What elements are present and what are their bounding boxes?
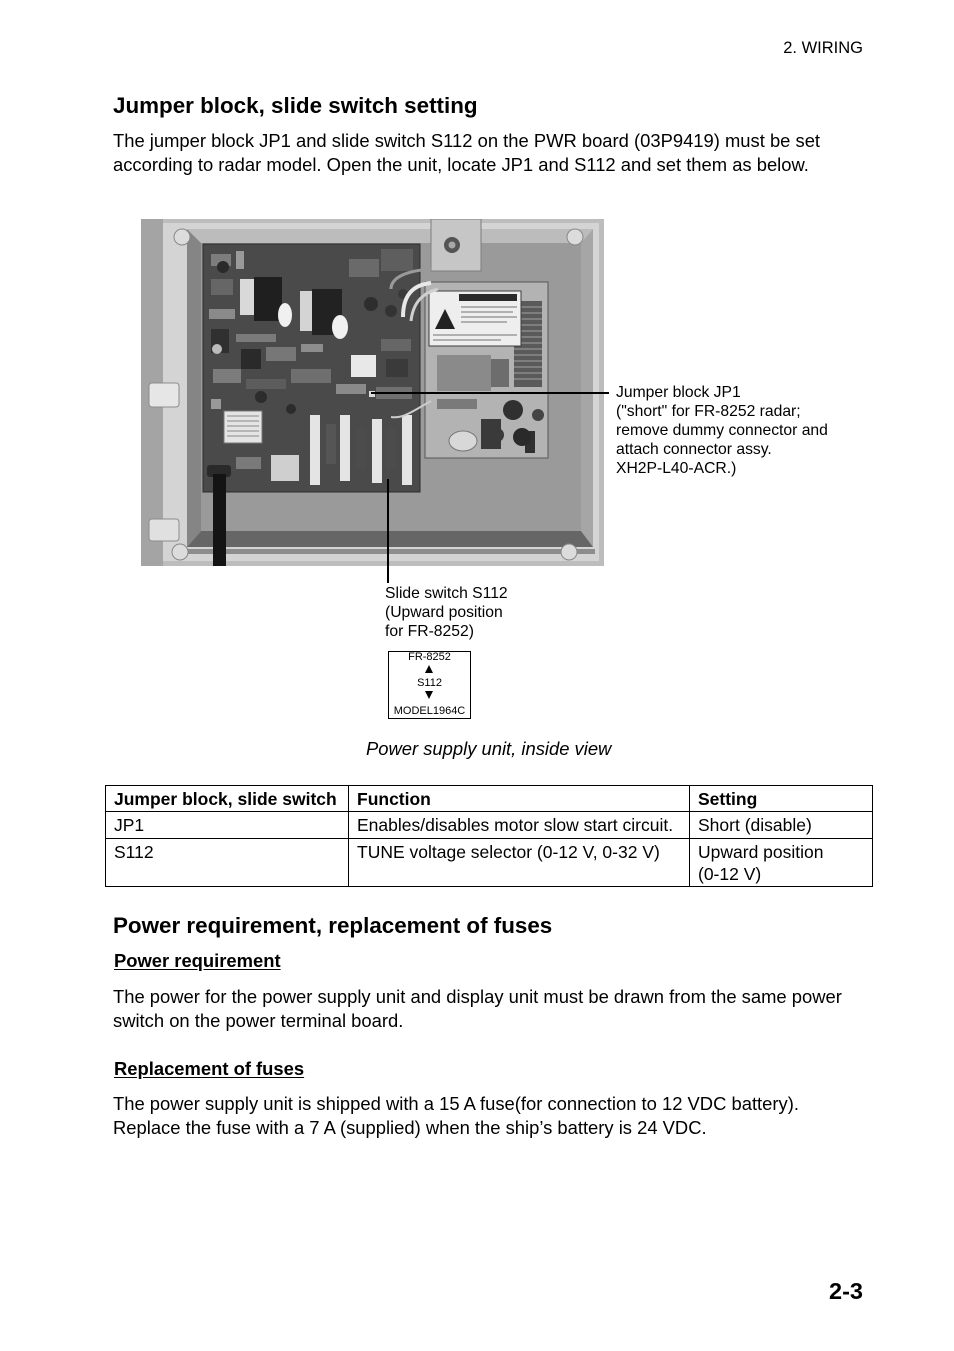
section-title: Power requirement, replacement of fuses [113, 912, 553, 938]
paragraph-line: Replace the fuse with a 7 A (supplied) when the ship’s battery is 24 VDC. [113, 1116, 707, 1138]
arrow-up-icon [425, 665, 433, 673]
pcb-component [310, 415, 320, 485]
pcb-component [381, 249, 413, 271]
setting-line: Short (disable) [698, 815, 812, 835]
module-component [491, 359, 509, 387]
pcb-component [246, 379, 286, 389]
table-cell-setting [690, 839, 873, 887]
pcb-component [211, 399, 221, 409]
table-cell-item: S112 [106, 839, 349, 887]
setting-line: (0-12 V) [698, 864, 762, 884]
table-header-cell: Jumper block, slide switch [106, 786, 349, 812]
pcb-component [240, 279, 254, 315]
pcb-component [300, 291, 312, 331]
pcb-component [236, 457, 261, 469]
bolt [567, 229, 583, 245]
top-bracket [431, 219, 481, 271]
arrow-down-icon [425, 691, 433, 699]
slide-switch-diagram [388, 651, 471, 719]
pcb-component [356, 429, 366, 469]
module-component [437, 399, 477, 409]
table-cell-function: Enables/disables motor slow start circuit. [349, 812, 690, 839]
jp1-callout-line: remove dummy connector and [616, 422, 828, 440]
toroid-coil [278, 303, 292, 327]
main-pcb [203, 244, 420, 492]
pcb-component [402, 415, 412, 485]
capacitor [385, 305, 397, 317]
table-cell-function: TUNE voltage selector (0-12 V, 0-32 V) [349, 839, 690, 887]
bolt [174, 229, 190, 245]
jp1-callout-line: ("short" for FR-8252 radar; [616, 403, 801, 421]
jp1-callout-line: XH2P-L40-ACR.) [616, 460, 737, 478]
pcb-component [386, 359, 408, 377]
table-header-cell: Setting [690, 786, 873, 812]
bolt [561, 544, 577, 560]
pcb-component [254, 277, 282, 321]
power-module [425, 282, 548, 458]
pcb-component [372, 419, 382, 483]
enclosure-left-wall [187, 229, 201, 547]
switch-bottom-label: MODEL1964C [393, 704, 466, 717]
capacitor [212, 344, 222, 354]
table-cell-item: JP1 [106, 812, 349, 839]
pcb-component [211, 279, 233, 295]
s112-leader-line [387, 479, 389, 583]
subsection-heading: Replacement of fuses [114, 1057, 305, 1079]
chapter-header: 2. WIRING [783, 38, 863, 57]
enclosure-bottom-wall [187, 531, 593, 547]
pcb-component [340, 415, 350, 481]
pcb-component [209, 309, 235, 319]
capacitor [503, 400, 523, 420]
paragraph-line: The power supply unit is shipped with a 15 A fuse(for connection to 12 VDC battery). [113, 1092, 799, 1114]
table-row [106, 812, 873, 839]
s112-callout-line: Slide switch S112 [385, 585, 508, 603]
pcb-component [266, 347, 296, 361]
s112-callout-line: (Upward position [385, 604, 503, 622]
table-header-row [106, 786, 873, 812]
paragraph-line: The jumper block JP1 and slide switch S112 on the PWR board (03P9419) must be set [113, 129, 821, 151]
cable [213, 474, 226, 566]
pcb-component [271, 455, 299, 481]
capacitor [286, 404, 296, 414]
capacitor [532, 409, 544, 421]
page-number: 2-3 [829, 1278, 863, 1305]
paragraph-line: The power for the power supply unit and display unit must be drawn from the same power [113, 985, 842, 1007]
warning-label [429, 291, 521, 346]
mounting-tab [149, 383, 179, 407]
pcb-component [236, 334, 276, 342]
enclosure-right-wall [581, 229, 593, 547]
pcb-component [241, 349, 261, 369]
paragraph-line: switch on the power terminal board. [113, 1009, 404, 1031]
enclosure-top-wall [187, 229, 593, 243]
pcb-component [301, 344, 323, 352]
switch-top-label: FR-8252 [408, 651, 451, 663]
table-header-cell: Function [349, 786, 690, 812]
fuse-holder [224, 411, 262, 443]
mounting-tab [149, 519, 179, 541]
capacitor [490, 428, 504, 442]
capacitor [513, 428, 531, 446]
warning-label-header [459, 294, 517, 301]
pcb-component [351, 355, 376, 377]
pcb-component [386, 429, 396, 469]
pcb-component [291, 369, 331, 383]
jp1-callout-line: attach connector assy. [616, 441, 772, 459]
jp1-callout-line: Jumper block JP1 [616, 384, 741, 402]
jp1-leader-line [371, 392, 609, 394]
module-component [437, 355, 491, 391]
pcb-component [213, 369, 241, 383]
figure-caption: Power supply unit, inside view [366, 737, 612, 759]
pcb-component [236, 251, 244, 269]
pcb-component [349, 259, 379, 277]
toroid-coil [449, 431, 477, 451]
pcb-component [336, 384, 366, 394]
setting-line: Upward position [698, 842, 824, 862]
capacitor [217, 261, 229, 273]
switch-label: S112 [417, 676, 442, 689]
capacitor [255, 391, 267, 403]
settings-table [105, 785, 873, 887]
capacitor [364, 297, 378, 311]
bracket-screw-head [449, 242, 456, 249]
pcb-component [381, 339, 411, 351]
s112-callout-line: for FR-8252) [385, 623, 474, 641]
section-title: Jumper block, slide switch setting [113, 92, 478, 118]
subsection-heading: Power requirement [114, 949, 281, 971]
pcb-component [326, 424, 336, 464]
toroid-coil [332, 315, 348, 339]
table-cell-setting [690, 812, 873, 839]
bolt [172, 544, 188, 560]
table-row [106, 839, 873, 887]
paragraph-line: according to radar model. Open the unit, locate JP1 and S112 and set them as below. [113, 153, 809, 175]
